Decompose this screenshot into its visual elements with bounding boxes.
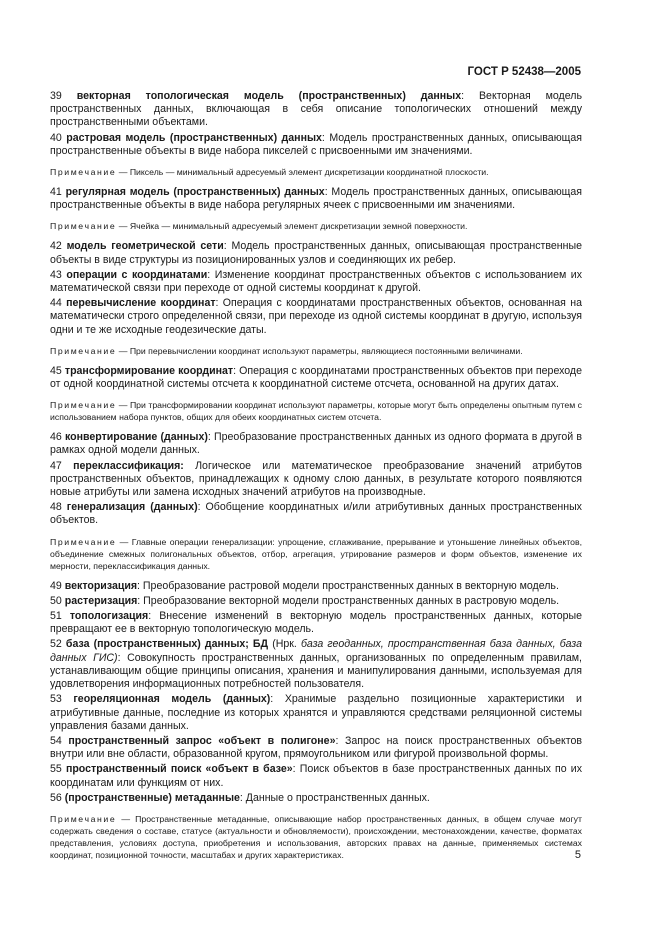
entry-41: 41 регулярная модель (пространственных) данных: Модель пространственных данных, описывающая пространственные объекты в виде набора регулярных ячеек с присвоенными им значениями. (50, 186, 582, 212)
note-45: Примечание — При трансформировании координат используют параметры, которые могут быть определены опытным путем с использованием набора пунктов, общих для обеих координатных систем отсчета. (50, 400, 582, 423)
entry-50: 50 растеризация: Преобразование векторной модели пространственных данных в растровую модель. (50, 594, 560, 607)
term: векторная топологическая модель (пространственных) данных (76, 90, 462, 102)
document-body (50, 90, 582, 861)
note-56: Примечание — Пространственные метаданные, описывающие набор пространственных данных, в общем случае могут содержать сведения о составе, статусе (актуальности и обновляемости), происхождении, местонахождении, качестве, форматах представления, условиях доступа, приобретения и использования, авторских правах на данные, применяемых системах координат, позиционной точности, масштабах и других характеристиках. (50, 813, 583, 860)
entry-46: 46 конвертирование (данных): Преобразование пространственных данных из одного формата в другой в рамках одной модели данных. (50, 431, 582, 457)
entry-45: 45 трансформирование координат: Операция с координатами пространственных объектов при переходе от одной координатной системы отсчета к координатной системе отсчета, основанной на других датах. (50, 364, 583, 391)
entry-51: 51 топологизация: Внесение изменений в векторную модель пространственных данных, которые превращают ее в векторную топологическую модель. (50, 610, 582, 636)
page-number: 5 (574, 849, 581, 861)
term: пространственный поиск «объект в базе» (65, 763, 293, 776)
term: топологизация (69, 610, 149, 623)
entry-55: 55 пространственный поиск «объект в базе»: Поиск объектов в базе пространственных данных по их координатам или функциям от них. (50, 763, 582, 789)
entry-54: 54 пространственный запрос «объект в полигоне»: Запрос на поиск пространственных объектов внутри или вне области, образованной кругом, прямоугольником или фигурой произвольной формы. (50, 734, 582, 761)
term: перевычисление координат (66, 297, 216, 310)
entry-56: 56 (пространственные) метаданные: Данные о пространственных данных. (50, 791, 430, 804)
entry-49: 49 векторизация: Преобразование растровой модели пространственных данных в векторную модель. (50, 579, 559, 592)
term: переклассификация: (73, 459, 184, 472)
entry-39: 39 векторная топологическая модель (пространственных) данных: Векторная модель пространственных данных, включающая в себя описание топологических отношений между пространственными объектами. (50, 90, 582, 129)
entry-42: 42 модель геометрической сети: Модель пространственных данных, описывающая пространственные объекты в виде структуры из позиционированных узлов и соединяющих их ребер. (50, 240, 582, 266)
entry-40: 40 растровая модель (пространственных) данных: Модель пространственных данных, описывающая пространственные объекты в виде набора пикселей с присвоенными им значениями. (50, 131, 582, 157)
term: трансформирование координат (64, 364, 234, 377)
term: геореляционная модель (данных) (73, 693, 271, 706)
standard-header: ГОСТ Р 52438—2005 (467, 66, 581, 78)
term: растровая модель (пространственных) данных (66, 131, 322, 144)
term: регулярная модель (пространственных) данных (65, 186, 325, 199)
term: база (пространственных) данных; БД (65, 638, 269, 651)
entry-52: 52 база (пространственных) данных; БД (Нрк. база геоданных, пространственная база данных, база данных ГИС): Совокупность пространственных данных, организованных по определенным правилам, устанавливающим общие принципы описания, хранения и манипулирования данными, используемая для удовлетворения информационных потребностей пользователя. (50, 638, 583, 691)
entry-47: 47 переклассификация: Логическое или математическое преобразование значений атрибутов пространственных объектов, принадлежащих к одному слою данных, в результате которого появляются новые атрибуты или замена исходных значений атрибутов на производные. (50, 459, 582, 499)
term: операции с координатами (66, 268, 208, 281)
term: векторизация (64, 579, 138, 592)
entry-48: 48 генерализация (данных): Обобщение координатных и/или атрибутивных данных пространственных объектов. (50, 501, 582, 527)
note-44: Примечание — При перевычислении координат используют параметры, являющиеся постоянными величинами. (50, 345, 523, 356)
term: пространственный запрос «объект в полигоне» (68, 734, 336, 747)
note-41: Примечание — Ячейка — минимальный адресуемый элемент дискретизации земной поверхности. (50, 221, 468, 232)
deprecated-terms: база геоданных, пространственная база данных, база данных ГИС) (50, 638, 583, 664)
note-48: Примечание — Главные операции генерализации: упрощение, сглаживание, прерывание и утоньшение линейных объектов, объединение смежных полигональных объектов, отбор, агрегация, утрирование размеров и форм объектов, изменение их мерности, переклассификация данных. (50, 536, 583, 571)
term: модель геометрической сети (66, 240, 224, 253)
term: (пространственные) метаданные (64, 791, 240, 804)
entry-43: 43 операции с координатами: Изменение координат пространственных объектов с использованием их математической связи при переходе от одной системы координат к другой. (50, 268, 582, 295)
term: конвертирование (данных) (64, 431, 208, 444)
entry-53: 53 геореляционная модель (данных): Хранимые раздельно позиционные характеристики и атрибутивные данные, последние из которых хранятся и управляются средствами реляционной системы управления базами данных. (50, 693, 582, 732)
term: генерализация (данных) (66, 501, 198, 514)
note-40: Примечание — Пиксель — минимальный адресуемый элемент дискретизации координатной плоскости. (50, 167, 489, 178)
entry-44: 44 перевычисление координат: Операция с координатами пространственных объектов, основанная на математически строго определенной связи, при переходе из одной системы координат в другую, используя одни и те же исходные геодезические даты. (50, 297, 582, 336)
term: растеризация (64, 594, 138, 607)
